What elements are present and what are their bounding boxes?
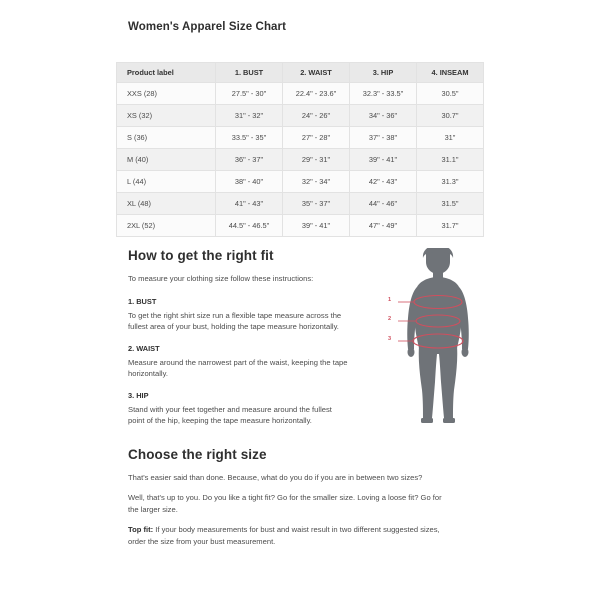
table-header-cell-hip: 3. HIP: [350, 63, 417, 83]
table-header-cell-bust: 1. BUST: [216, 63, 283, 83]
fit-heading: How to get the right fit: [128, 248, 274, 263]
table-header-cell-inseam: 4. INSEAM: [417, 63, 484, 83]
choose-paragraph-1: That's easier said than done. Because, what do you do if you are in between two sizes?: [128, 473, 423, 482]
cell-inseam: 31.1": [417, 149, 484, 171]
cell-bust: 27.5" - 30": [216, 83, 283, 105]
figure-label-3: 3: [388, 336, 392, 342]
choose-heading: Choose the right size: [128, 447, 267, 462]
table-row: [117, 127, 484, 149]
cell-hip: 37" - 38": [350, 127, 417, 149]
fit-step-text: Stand with your feet together and measure around the fullest point of the hip, keeping the tape measure horizontally.: [128, 404, 332, 425]
cell-product-label: L (44): [117, 171, 216, 193]
choose-tip: [128, 524, 448, 547]
cell-product-label: XXS (28): [117, 83, 216, 105]
cell-bust: 38" - 40": [216, 171, 283, 193]
table-row: [117, 193, 484, 215]
fit-step-hip: [128, 391, 358, 427]
cell-waist: 29" - 31": [283, 149, 350, 171]
cell-hip: 42" - 43": [350, 171, 417, 193]
table-row: [117, 149, 484, 171]
choose-tip-text: If your body measurements for bust and waist result in two different suggested sizes, order the size from your bust measurement.: [128, 525, 440, 546]
cell-bust: 31" - 32": [216, 105, 283, 127]
cell-hip: 32.3" - 33.5": [350, 83, 417, 105]
figure-label-2: 2: [388, 316, 392, 322]
cell-bust: 41" - 43": [216, 193, 283, 215]
table-header-cell-waist: 2. WAIST: [283, 63, 350, 83]
cell-product-label: XS (32): [117, 105, 216, 127]
cell-inseam: 31.5": [417, 193, 484, 215]
page-title: Women's Apparel Size Chart: [128, 21, 287, 33]
cell-inseam: 31": [417, 127, 484, 149]
table-body: [117, 83, 484, 237]
fit-step-title: 2. WAIST: [128, 343, 160, 353]
figure-label-1: 1: [388, 297, 392, 303]
table-row: [117, 215, 484, 237]
choose-paragraph-2: Well, that's up to you. Do you like a tight fit? Go for the smaller size. Loving a loose fit? Go for the larger size.: [128, 493, 442, 514]
cell-bust: 44.5" - 46.5": [216, 215, 283, 237]
cell-bust: 36" - 37": [216, 149, 283, 171]
table-row: [117, 171, 484, 193]
how-to-fit-section: [128, 248, 358, 437]
cell-waist: 35" - 37": [283, 193, 350, 215]
cell-waist: 24" - 26": [283, 105, 350, 127]
table-header-row: [117, 63, 484, 83]
size-table: [116, 62, 484, 237]
fit-step-title: 3. HIP: [128, 390, 149, 400]
cell-waist: 32" - 34": [283, 171, 350, 193]
cell-bust: 33.5" - 35": [216, 127, 283, 149]
cell-product-label: S (36): [117, 127, 216, 149]
fit-step-text: Measure around the narrowest part of the waist, keeping the tape horizontally.: [128, 357, 348, 379]
female-body-silhouette-icon: [378, 248, 498, 430]
cell-inseam: 30.5": [417, 83, 484, 105]
fit-lead-text: To measure your clothing size follow these instructions:: [128, 274, 314, 283]
cell-hip: 34" - 36": [350, 105, 417, 127]
cell-hip: 44" - 46": [350, 193, 417, 215]
cell-waist: 27" - 28": [283, 127, 350, 149]
fit-step-bust: [128, 297, 358, 333]
cell-waist: 22.4" - 23.6": [283, 83, 350, 105]
table-row: [117, 83, 484, 105]
table-header-cell-product-label: Product label: [117, 63, 216, 83]
size-table-container: [116, 62, 468, 237]
fit-step-waist: [128, 344, 358, 380]
cell-product-label: 2XL (52): [117, 215, 216, 237]
cell-waist: 39" - 41": [283, 215, 350, 237]
table-row: [117, 105, 484, 127]
cell-product-label: M (40): [117, 149, 216, 171]
cell-hip: 47" - 49": [350, 215, 417, 237]
cell-product-label: XL (48): [117, 193, 216, 215]
cell-inseam: 31.7": [417, 215, 484, 237]
fit-step-text: To get the right shirt size run a flexible tape measure across the fullest area of your bust, holding the tape measure horizontally.: [128, 311, 342, 332]
cell-inseam: 30.7": [417, 105, 484, 127]
choose-tip-label: Top fit:: [128, 525, 154, 535]
choose-size-section: [128, 447, 448, 556]
cell-hip: 39" - 41": [350, 149, 417, 171]
fit-step-title: 1. BUST: [128, 297, 157, 306]
cell-inseam: 31.3": [417, 171, 484, 193]
table-header: [117, 63, 484, 83]
body-measurement-figure: [378, 248, 498, 430]
